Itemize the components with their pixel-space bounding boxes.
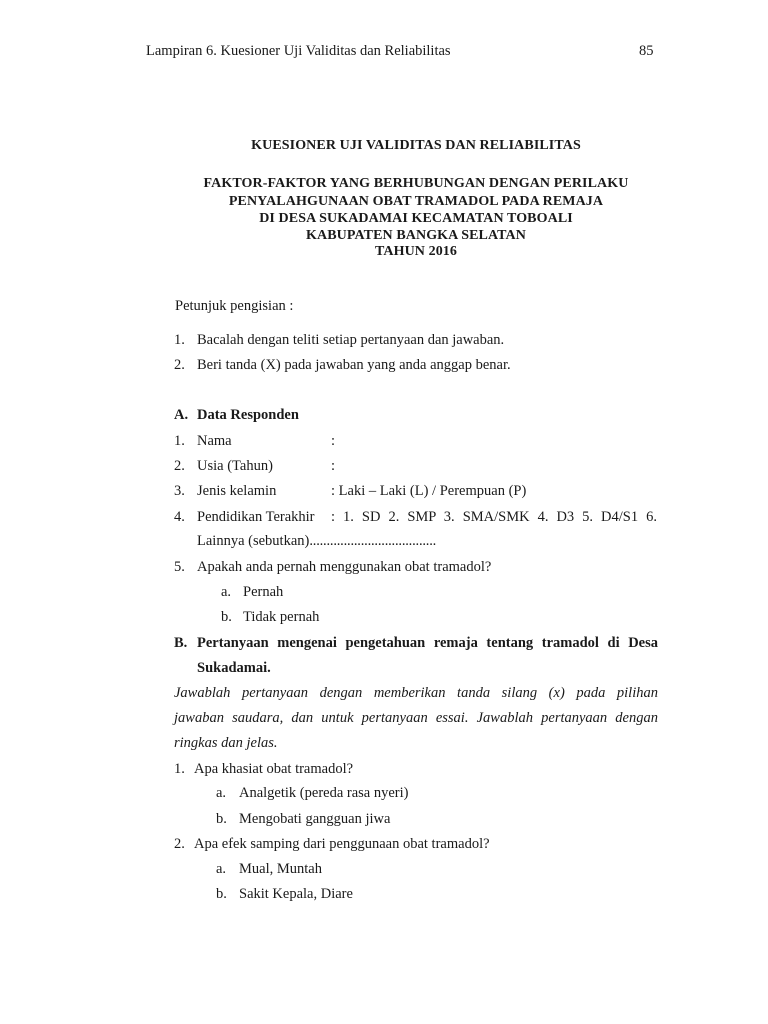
field-label-usia: Usia (Tahun) <box>197 458 273 474</box>
option-letter: b. <box>216 811 227 827</box>
question-number: 2. <box>174 836 185 852</box>
field-number: 4. <box>174 509 185 525</box>
subtitle-line-4: KABUPATEN BANGKA SELATAN <box>306 228 526 243</box>
section-b-instruction-line: jawaban saudara, dan untuk pertanyaan essai. Jawablah pertanyaan dengan <box>174 710 658 726</box>
field-value-nama: : <box>331 433 336 449</box>
option-text: Mual, Muntah <box>239 861 322 877</box>
field-value-usia: : <box>331 458 336 474</box>
field-label-pendidikan: Pendidikan Terakhir <box>197 509 315 525</box>
instruction-text: Beri tanda (X) pada jawaban yang anda anggap benar. <box>197 357 511 373</box>
section-a-heading: Data Responden <box>197 407 299 423</box>
option-letter: a. <box>216 785 227 801</box>
main-title: KUESIONER UJI VALIDITAS DAN RELIABILITAS <box>251 138 581 153</box>
subtitle-line-1: FAKTOR-FAKTOR YANG BERHUBUNGAN DENGAN PERILAKU <box>203 176 629 191</box>
question-text: Apa khasiat obat tramadol? <box>194 761 354 777</box>
subtitle-line-5: TAHUN 2016 <box>374 244 458 259</box>
instructions-heading: Petunjuk pengisian : <box>175 298 294 314</box>
question-number: 1. <box>174 761 185 777</box>
instruction-number: 2. <box>174 357 185 373</box>
field-number: 1. <box>174 433 185 449</box>
option-letter: b. <box>216 886 227 902</box>
field-pendidikan-other <box>197 533 436 550</box>
question-text: Apa efek samping dari penggunaan obat tramadol? <box>194 836 490 852</box>
instruction-text: Bacalah dengan teliti setiap pertanyaan dan jawaban. <box>197 332 505 348</box>
option-letter: a. <box>216 861 227 877</box>
question-text: Apakah anda pernah menggunakan obat tramadol? <box>197 559 492 575</box>
option-letter: b. <box>221 609 232 625</box>
fill-in-dots: ..................................... <box>309 533 437 549</box>
section-b-instruction-line: ringkas dan jelas. <box>174 735 278 751</box>
running-title: Lampiran 6. Kuesioner Uji Validitas dan Reliabilitas <box>146 43 451 59</box>
field-value-jenis-kelamin: : Laki – Laki (L) / Perempuan (P) <box>331 483 527 499</box>
option-text: Pernah <box>243 584 284 600</box>
field-label-nama: Nama <box>197 433 232 449</box>
page-number: 85 <box>639 43 654 59</box>
option-letter: a. <box>221 584 232 600</box>
instruction-number: 1. <box>174 332 185 348</box>
section-b-letter: B. <box>174 635 188 651</box>
subtitle-line-2: PENYALAHGUNAAN OBAT TRAMADOL PADA REMAJA <box>228 194 604 209</box>
field-label-jenis-kelamin: Jenis kelamin <box>197 483 277 499</box>
section-b-heading-continued: Sukadamai. <box>197 660 271 676</box>
subtitle-line-3: DI DESA SUKADAMAI KECAMATAN TOBOALI <box>259 211 573 226</box>
section-b-heading: Pertanyaan mengenai pengetahuan remaja tentang tramadol di Desa <box>197 635 658 651</box>
field-number: 2. <box>174 458 185 474</box>
field-pendidikan-other-label: Lainnya (sebutkan) <box>197 533 310 549</box>
option-text: Analgetik (pereda rasa nyeri) <box>239 785 409 801</box>
section-a-letter: A. <box>174 407 189 423</box>
field-number: 3. <box>174 483 185 499</box>
question-number: 5. <box>174 559 185 575</box>
section-b-instruction-line: Jawablah pertanyaan dengan memberikan tanda silang (x) pada pilihan <box>174 685 658 701</box>
option-text: Sakit Kepala, Diare <box>239 886 353 902</box>
option-text: Mengobati gangguan jiwa <box>239 811 391 827</box>
field-value-pendidikan: : 1. SD 2. SMP 3. SMA/SMK 4. D3 5. D4/S1 6. <box>331 509 657 525</box>
option-text: Tidak pernah <box>243 609 320 625</box>
